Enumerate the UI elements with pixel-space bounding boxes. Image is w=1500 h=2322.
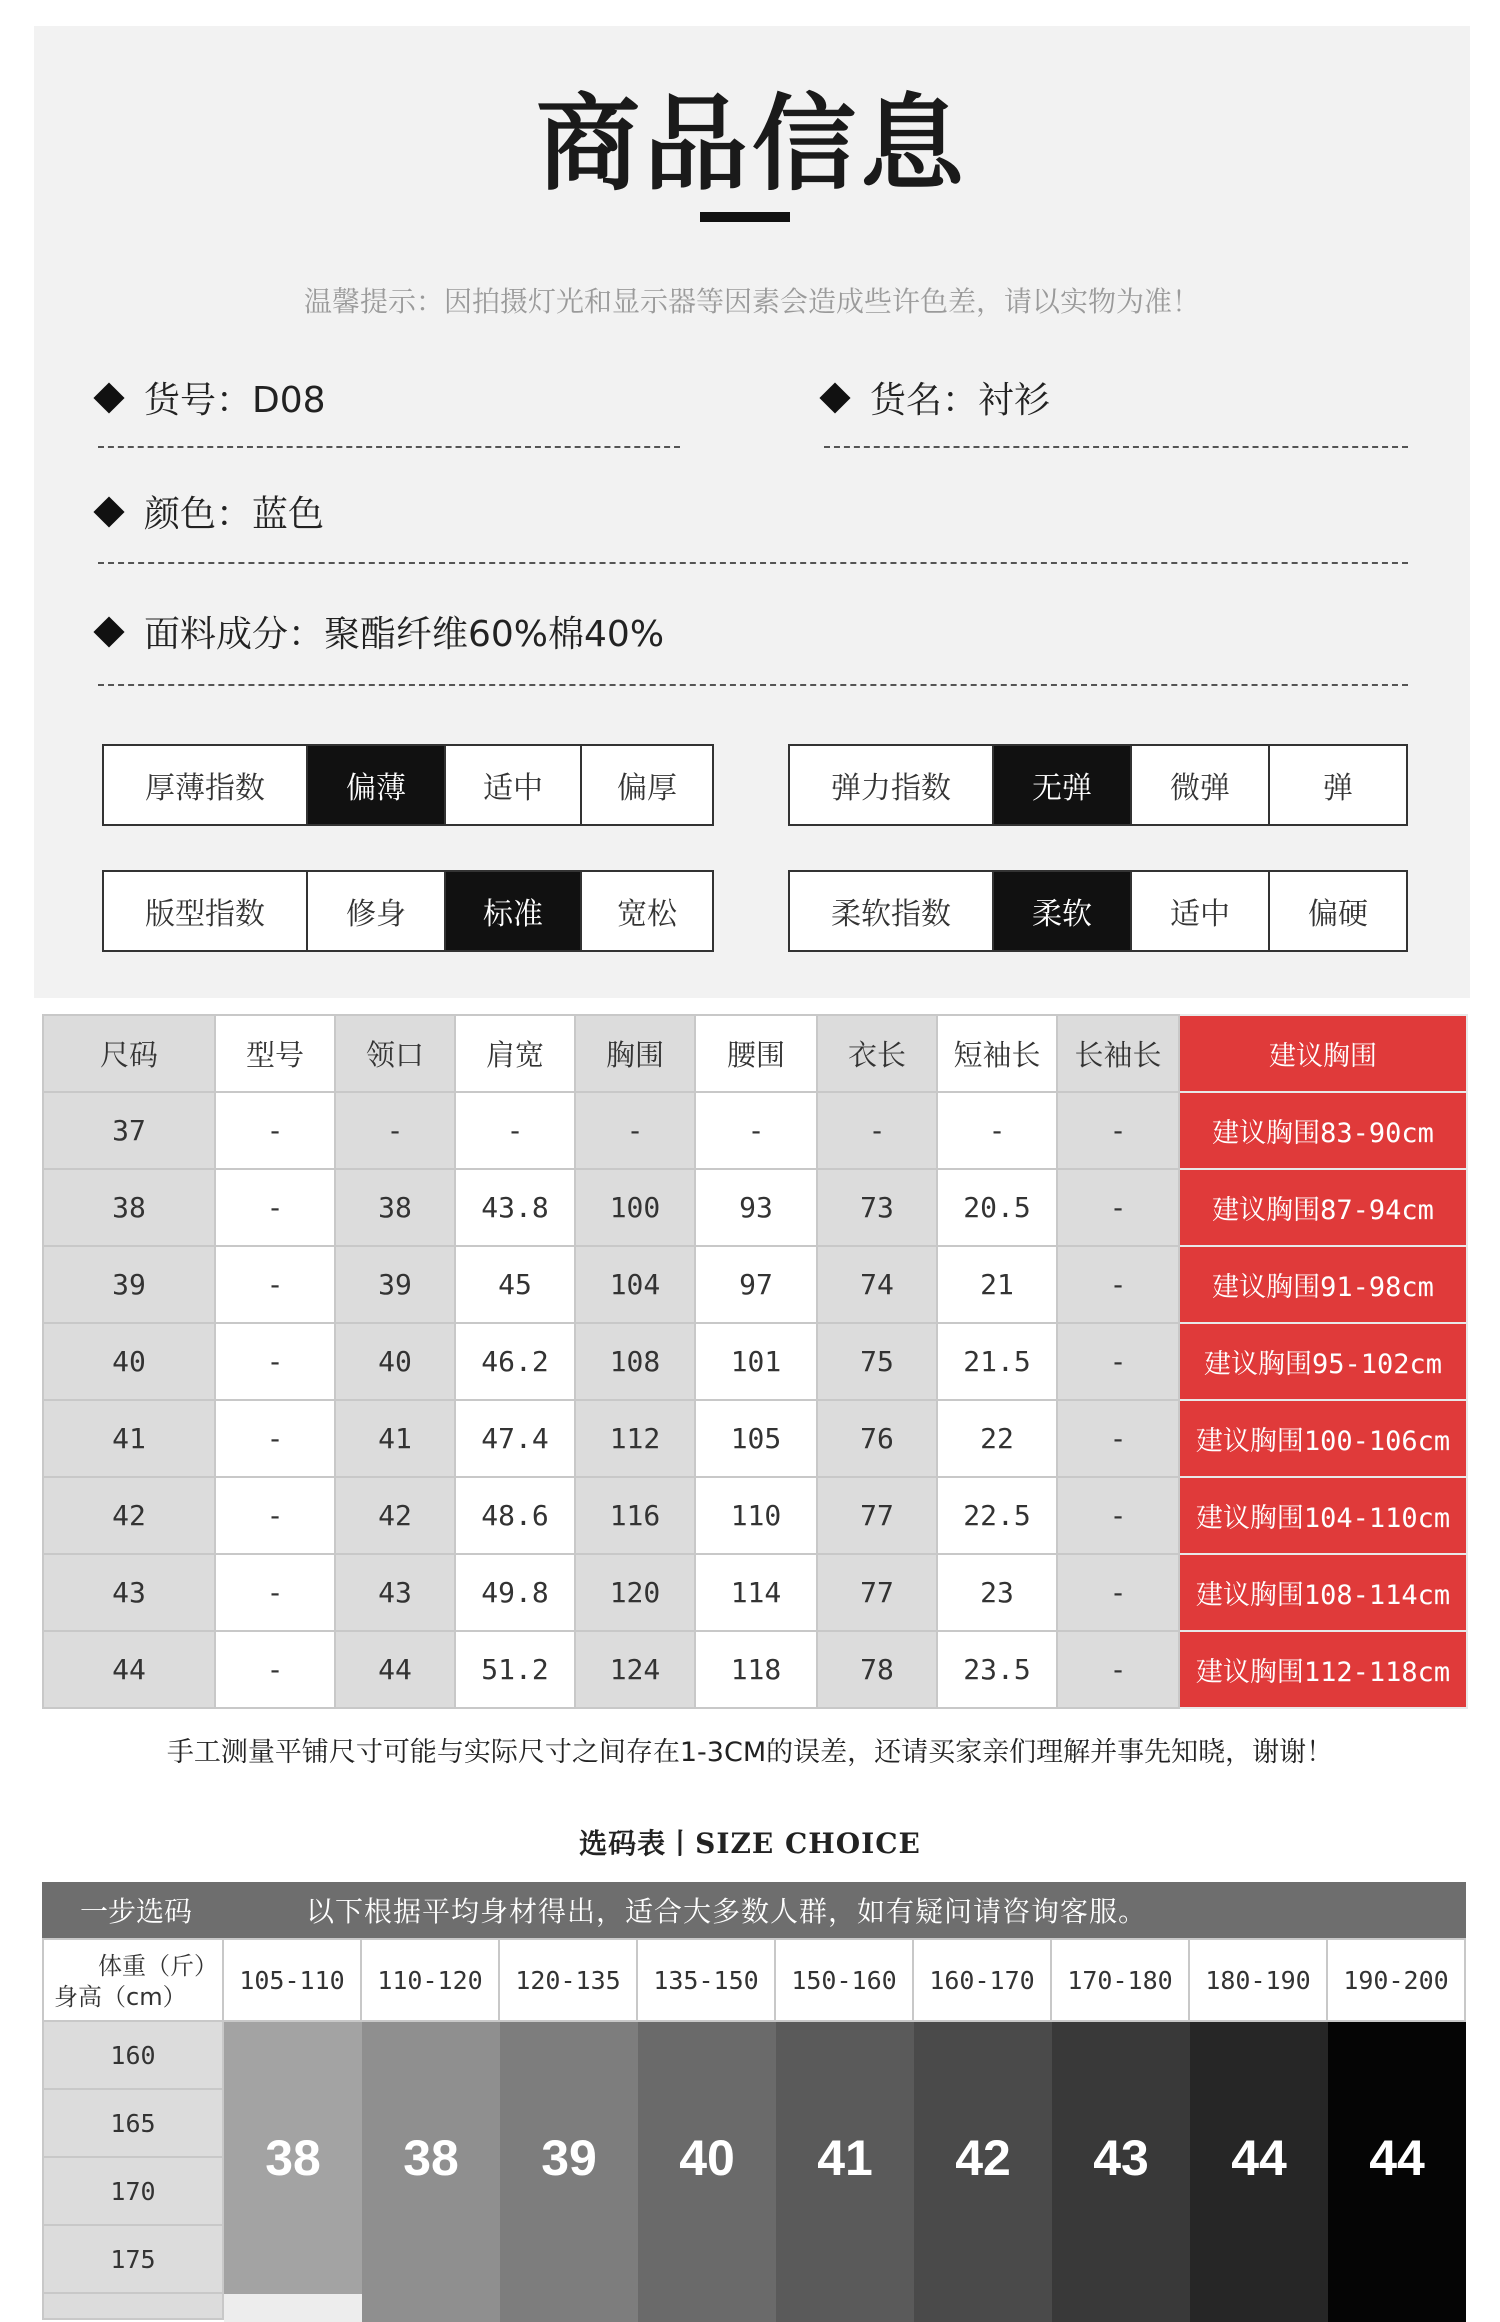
- divider: [824, 446, 1408, 448]
- size-block-cell: [362, 2294, 500, 2322]
- table-cell: -: [817, 1092, 937, 1169]
- table-cell: 43.8: [455, 1169, 575, 1246]
- table-cell: -: [215, 1631, 335, 1708]
- table-cell: -: [937, 1092, 1057, 1169]
- divider: [98, 684, 1408, 686]
- table-cell: -: [1057, 1169, 1179, 1246]
- softness-option: 柔软: [992, 872, 1130, 950]
- weight-range: 105-110: [224, 1938, 362, 2022]
- recommended-size: 42: [914, 2022, 1052, 2294]
- page-title: 商品信息: [535, 83, 968, 205]
- table-cell: -: [1057, 1246, 1179, 1323]
- thickness-option: 偏厚: [580, 746, 712, 824]
- fit-index: [102, 870, 714, 952]
- item-number: 货号：D08: [144, 380, 326, 421]
- color-tip: 温馨提示：因拍摄灯光和显示器等因素会造成些许色差，请以实物为准！: [303, 285, 1200, 318]
- column-header: 建议胸围: [1179, 1015, 1467, 1092]
- divider: [98, 562, 1408, 564]
- table-cell: -: [575, 1092, 695, 1169]
- divider: [98, 446, 680, 448]
- size-block-cell: [1052, 2294, 1190, 2322]
- table-cell: 建议胸围83-90cm: [1179, 1092, 1467, 1169]
- table-cell: 建议胸围104-110cm: [1179, 1477, 1467, 1554]
- table-row: [43, 1169, 1467, 1246]
- table-cell: 116: [575, 1477, 695, 1554]
- item-number-row: [98, 372, 326, 423]
- thickness-index: [102, 744, 714, 826]
- table-row: [43, 1554, 1467, 1631]
- table-row: [43, 1323, 1467, 1400]
- size-block-row: [224, 2022, 1466, 2294]
- column-header: 胸围: [575, 1015, 695, 1092]
- size-table: [42, 1014, 1468, 1709]
- table-cell: 23: [937, 1554, 1057, 1631]
- softness-index-label: 柔软指数: [831, 897, 951, 932]
- table-cell: 41: [335, 1400, 455, 1477]
- softness-index: [788, 870, 1408, 952]
- table-row: [43, 1092, 1467, 1169]
- table-cell: 75: [817, 1323, 937, 1400]
- table-cell: 建议胸围112-118cm: [1179, 1631, 1467, 1708]
- height-axis-label: 身高（cm）: [54, 1983, 187, 2011]
- table-cell: -: [215, 1092, 335, 1169]
- table-cell: 124: [575, 1631, 695, 1708]
- column-header: 腰围: [695, 1015, 817, 1092]
- size-block-cell: [638, 2294, 776, 2322]
- weight-range: 135-150: [638, 1938, 776, 2022]
- table-cell: 77: [817, 1477, 937, 1554]
- table-cell: 45: [455, 1246, 575, 1323]
- table-cell: -: [215, 1169, 335, 1246]
- step-label: 一步选码: [80, 1895, 193, 1928]
- table-cell: 118: [695, 1631, 817, 1708]
- fit-index-label: 版型指数: [145, 897, 265, 932]
- table-cell: 78: [817, 1631, 937, 1708]
- table-cell: 44: [335, 1631, 455, 1708]
- table-cell: 40: [335, 1323, 455, 1400]
- measurement-note: 手工测量平铺尺寸可能与实际尺寸之间存在1-3CM的误差，还请买家亲们理解并事先知晓，谢谢！: [166, 1737, 1334, 1768]
- column-header: 型号: [215, 1015, 335, 1092]
- size-block-cell: [776, 2294, 914, 2322]
- elasticity-option: 微弹: [1130, 746, 1268, 824]
- size-block-cell: [1328, 2294, 1466, 2322]
- table-cell: 39: [335, 1246, 455, 1323]
- table-cell: -: [215, 1477, 335, 1554]
- weight-header-row: [42, 1938, 1466, 2022]
- table-cell: 112: [575, 1400, 695, 1477]
- table-cell: 100: [575, 1169, 695, 1246]
- table-cell: 41: [43, 1400, 215, 1477]
- size-table-header: [43, 1015, 1467, 1092]
- height-column: [42, 2022, 224, 2320]
- table-cell: 建议胸围100-106cm: [1179, 1400, 1467, 1477]
- fabric-composition: 面料成分：聚酯纤维60%棉40%: [144, 614, 665, 655]
- table-cell: 20.5: [937, 1169, 1057, 1246]
- table-row: [43, 1477, 1467, 1554]
- column-header: 肩宽: [455, 1015, 575, 1092]
- elasticity-index: [788, 744, 1408, 826]
- table-cell: 73: [817, 1169, 937, 1246]
- item-name: 货名：衬衫: [870, 380, 1051, 421]
- size-block-cell: [224, 2294, 362, 2322]
- table-cell: 38: [335, 1169, 455, 1246]
- table-row: [43, 1246, 1467, 1323]
- thickness-index-label: 厚薄指数: [145, 771, 265, 806]
- table-cell: -: [215, 1246, 335, 1323]
- table-cell: 105: [695, 1400, 817, 1477]
- table-cell: 76: [817, 1400, 937, 1477]
- table-cell: -: [335, 1092, 455, 1169]
- table-cell: 49.8: [455, 1554, 575, 1631]
- title-underline: [700, 212, 790, 222]
- weight-range: 120-135: [500, 1938, 638, 2022]
- table-cell: 43: [335, 1554, 455, 1631]
- column-header: 尺码: [43, 1015, 215, 1092]
- column-header: 衣长: [817, 1015, 937, 1092]
- table-cell: 74: [817, 1246, 937, 1323]
- fit-option: 宽松: [580, 872, 712, 950]
- table-cell: -: [215, 1554, 335, 1631]
- height-value: 170: [42, 2158, 224, 2226]
- table-cell: 93: [695, 1169, 817, 1246]
- table-cell: 44: [43, 1631, 215, 1708]
- table-cell: 47.4: [455, 1400, 575, 1477]
- table-cell: 37: [43, 1092, 215, 1169]
- height-value: 165: [42, 2090, 224, 2158]
- table-cell: -: [1057, 1554, 1179, 1631]
- weight-range: 160-170: [914, 1938, 1052, 2022]
- item-color: 颜色：蓝色: [144, 494, 325, 535]
- weight-range: 170-180: [1052, 1938, 1190, 2022]
- table-cell: 建议胸围87-94cm: [1179, 1169, 1467, 1246]
- product-info-card: [34, 26, 1470, 998]
- recommended-size: 39: [500, 2022, 638, 2294]
- table-cell: 43: [43, 1554, 215, 1631]
- table-cell: 97: [695, 1246, 817, 1323]
- table-cell: 42: [43, 1477, 215, 1554]
- table-cell: -: [1057, 1092, 1179, 1169]
- elasticity-option: 弹: [1268, 746, 1406, 824]
- table-cell: -: [1057, 1477, 1179, 1554]
- table-cell: -: [695, 1092, 817, 1169]
- color-row: [98, 486, 324, 537]
- table-cell: 46.2: [455, 1323, 575, 1400]
- diamond-bullet-icon: [93, 616, 124, 647]
- weight-range: 150-160: [776, 1938, 914, 2022]
- height-value: 175: [42, 2226, 224, 2294]
- table-cell: 108: [575, 1323, 695, 1400]
- softness-option: 适中: [1130, 872, 1268, 950]
- table-cell: 101: [695, 1323, 817, 1400]
- thickness-option: 偏薄: [306, 746, 444, 824]
- table-cell: 77: [817, 1554, 937, 1631]
- thickness-option: 适中: [444, 746, 580, 824]
- table-cell: -: [215, 1400, 335, 1477]
- table-cell: 51.2: [455, 1631, 575, 1708]
- fabric-row: [98, 606, 664, 657]
- height-cell: [42, 2294, 224, 2320]
- size-choice-description: 以下根据平均身材得出，适合大多数人群，如有疑问请咨询客服。: [306, 1895, 1148, 1928]
- diamond-bullet-icon: [819, 382, 850, 413]
- size-block-lower-row: [224, 2294, 1466, 2322]
- softness-option: 偏硬: [1268, 872, 1406, 950]
- table-cell: 建议胸围91-98cm: [1179, 1246, 1467, 1323]
- table-cell: 114: [695, 1554, 817, 1631]
- table-cell: 建议胸围95-102cm: [1179, 1323, 1467, 1400]
- table-cell: 21.5: [937, 1323, 1057, 1400]
- table-cell: 22.5: [937, 1477, 1057, 1554]
- table-row: [43, 1400, 1467, 1477]
- recommended-size: 41: [776, 2022, 914, 2294]
- recommended-size: 40: [638, 2022, 776, 2294]
- table-cell: 39: [43, 1246, 215, 1323]
- weight-range: 180-190: [1190, 1938, 1328, 2022]
- table-cell: -: [215, 1323, 335, 1400]
- recommended-size: 38: [224, 2022, 362, 2294]
- elasticity-index-label: 弹力指数: [831, 771, 951, 806]
- table-cell: 110: [695, 1477, 817, 1554]
- corner-cell: [42, 1938, 224, 2022]
- recommended-size: 43: [1052, 2022, 1190, 2294]
- column-header: 短袖长: [937, 1015, 1057, 1092]
- table-cell: 建议胸围108-114cm: [1179, 1554, 1467, 1631]
- table-cell: 23.5: [937, 1631, 1057, 1708]
- size-choice-title: 选码表丨SIZE CHOICE: [579, 1827, 921, 1860]
- table-cell: 22: [937, 1400, 1057, 1477]
- weight-range: 110-120: [362, 1938, 500, 2022]
- table-cell: 42: [335, 1477, 455, 1554]
- column-header: 领口: [335, 1015, 455, 1092]
- elasticity-option: 无弹: [992, 746, 1130, 824]
- table-cell: 40: [43, 1323, 215, 1400]
- item-name-row: [824, 372, 1050, 423]
- table-cell: 38: [43, 1169, 215, 1246]
- table-cell: 120: [575, 1554, 695, 1631]
- diamond-bullet-icon: [93, 382, 124, 413]
- diamond-bullet-icon: [93, 496, 124, 527]
- weight-axis-label: 体重（斤）: [98, 1952, 218, 1980]
- size-block-cell: [914, 2294, 1052, 2322]
- height-value: 160: [42, 2022, 224, 2090]
- size-choice-bar: [42, 1882, 1466, 1938]
- table-cell: 21: [937, 1246, 1057, 1323]
- table-cell: 104: [575, 1246, 695, 1323]
- fit-option: 修身: [306, 872, 444, 950]
- column-header: 长袖长: [1057, 1015, 1179, 1092]
- table-cell: -: [1057, 1323, 1179, 1400]
- weight-range: 190-200: [1328, 1938, 1466, 2022]
- table-cell: 48.6: [455, 1477, 575, 1554]
- recommended-size: 44: [1190, 2022, 1328, 2294]
- recommended-size: 38: [362, 2022, 500, 2294]
- recommended-size: 44: [1328, 2022, 1466, 2294]
- table-cell: -: [1057, 1400, 1179, 1477]
- size-block-cell: [1190, 2294, 1328, 2322]
- size-block-cell: [500, 2294, 638, 2322]
- fit-option: 标准: [444, 872, 580, 950]
- table-cell: -: [455, 1092, 575, 1169]
- table-cell: -: [1057, 1631, 1179, 1708]
- table-row: [43, 1631, 1467, 1708]
